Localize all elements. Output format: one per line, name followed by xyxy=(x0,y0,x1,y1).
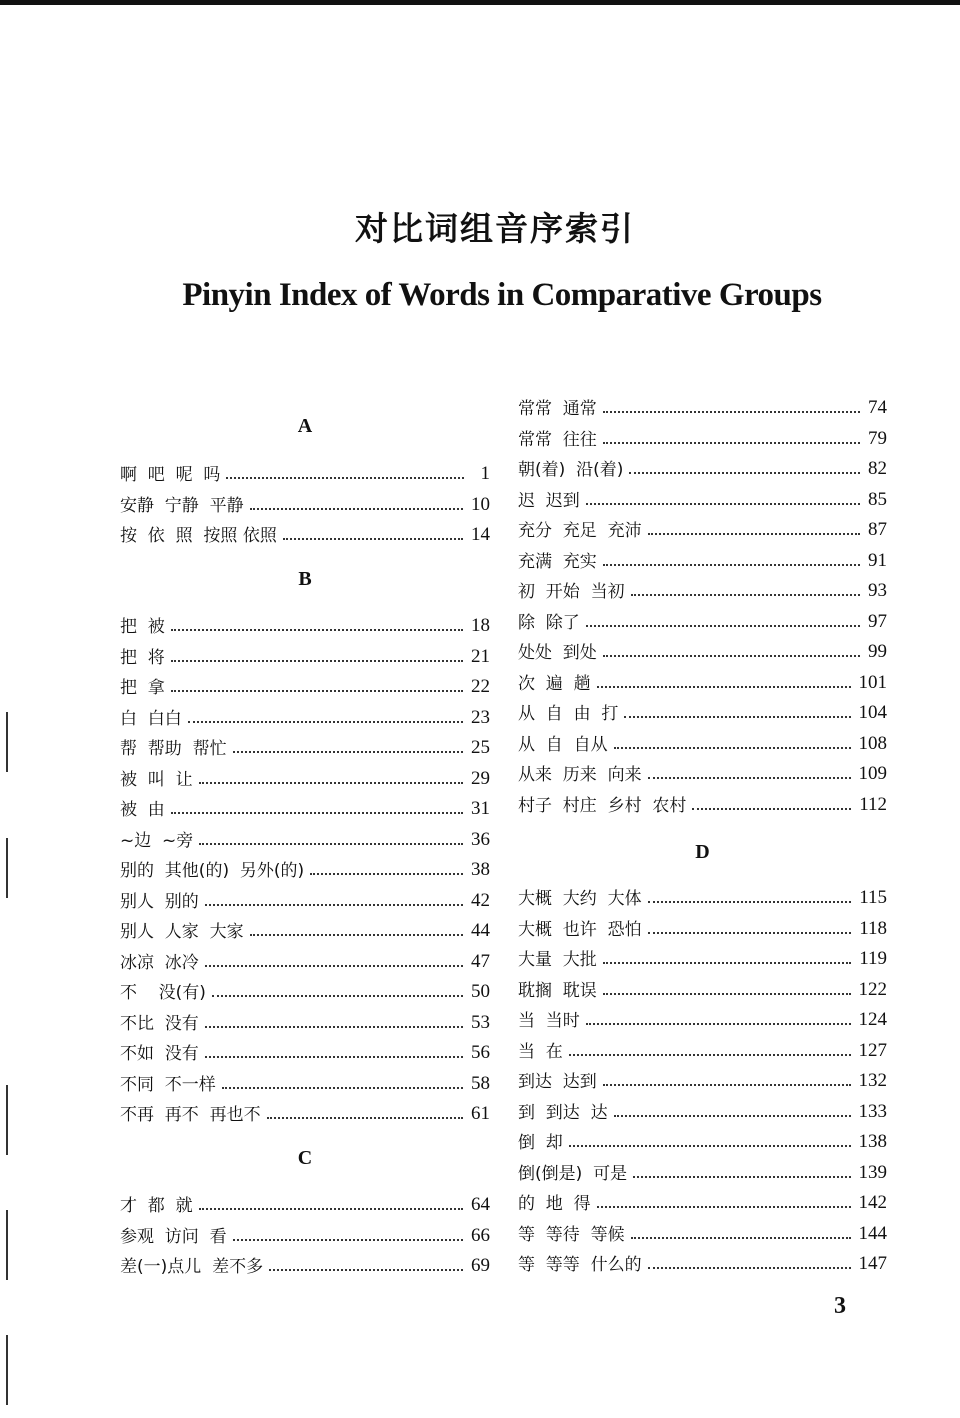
entry-term: 把 被 xyxy=(120,617,165,637)
dot-leader xyxy=(171,629,463,631)
dot-leader xyxy=(586,1023,851,1025)
entry-page: 133 xyxy=(858,1100,887,1122)
index-entry[interactable] xyxy=(518,700,887,724)
index-entry[interactable] xyxy=(518,578,887,602)
entry-term: 大概 大约 大体 xyxy=(518,889,642,909)
entry-term: 差(一)点儿 差不多 xyxy=(120,1257,264,1277)
entry-page: 104 xyxy=(858,702,887,723)
entry-page: 108 xyxy=(858,732,887,754)
dot-leader xyxy=(171,660,463,662)
entry-term: 啊 吧 呢 吗 xyxy=(120,465,221,485)
index-entry[interactable] xyxy=(518,1190,887,1214)
entry-term: 当 当时 xyxy=(518,1011,580,1031)
entry-term: 倒 却 xyxy=(518,1133,563,1153)
entry-term: 当 在 xyxy=(518,1041,563,1062)
dot-leader xyxy=(171,812,463,814)
index-entry[interactable] xyxy=(518,548,887,572)
entry-term: 不比 没有 xyxy=(120,1013,199,1034)
entry-page: 44 xyxy=(471,920,490,941)
index-entry[interactable] xyxy=(120,1223,490,1247)
dot-leader xyxy=(603,442,860,444)
entry-page: 139 xyxy=(858,1161,887,1183)
index-entry[interactable] xyxy=(518,946,887,970)
entry-term: 到达 达到 xyxy=(518,1072,597,1092)
dot-leader xyxy=(631,594,860,596)
dot-leader xyxy=(586,625,860,627)
title-chinese: 对比词组音序索引 xyxy=(355,209,635,248)
entry-page: 142 xyxy=(858,1192,887,1213)
entry-term: 次 遍 趟 xyxy=(518,673,591,694)
entry-page: 14 xyxy=(471,524,490,545)
entry-term: 初 开始 当初 xyxy=(518,582,625,602)
entry-term: 冰凉 冰冷 xyxy=(120,952,199,973)
index-entry[interactable] xyxy=(120,613,490,637)
entry-page: 1 xyxy=(480,463,490,484)
index-entry[interactable] xyxy=(518,395,887,419)
entry-term: 不再 再不 再也不 xyxy=(120,1105,261,1125)
section-letter-d: D xyxy=(695,841,710,863)
entry-page: 10 xyxy=(471,493,490,515)
entry-term: 等 等等 什么的 xyxy=(518,1255,642,1275)
entry-page: 64 xyxy=(471,1194,490,1215)
index-entry[interactable] xyxy=(518,885,887,909)
entry-page: 101 xyxy=(858,671,887,693)
entry-page: 25 xyxy=(471,737,490,758)
index-entry[interactable] xyxy=(518,609,887,633)
dot-leader xyxy=(205,1026,463,1028)
dot-leader xyxy=(603,655,860,657)
entry-page: 38 xyxy=(471,859,490,880)
dot-leader xyxy=(199,1208,463,1210)
entry-term: 安静 宁静 平静 xyxy=(120,495,244,516)
entry-page: 69 xyxy=(471,1255,490,1276)
entry-page: 36 xyxy=(471,828,490,850)
index-entry[interactable] xyxy=(518,487,887,511)
dot-leader xyxy=(648,777,851,779)
entry-term: 别人 别的 xyxy=(120,891,199,912)
index-entry[interactable] xyxy=(518,1129,887,1153)
entry-page: 66 xyxy=(471,1224,490,1246)
entry-page: 132 xyxy=(858,1070,887,1091)
entry-page: 82 xyxy=(868,458,887,479)
index-entry[interactable] xyxy=(518,1068,887,1092)
entry-term: 才 都 就 xyxy=(120,1196,193,1216)
index-entry[interactable] xyxy=(518,1221,887,1245)
entry-page: 97 xyxy=(868,610,887,632)
index-entry[interactable] xyxy=(120,1253,490,1277)
entry-term: 朝(着) 沿(着) xyxy=(518,460,624,480)
entry-term: 参观 访问 看 xyxy=(120,1226,227,1247)
index-entry[interactable] xyxy=(518,1038,887,1062)
entry-page: 138 xyxy=(858,1131,887,1152)
entry-page: 23 xyxy=(471,706,490,728)
index-entry[interactable] xyxy=(518,916,887,940)
entry-page: 99 xyxy=(868,641,887,662)
section-letter-a: A xyxy=(297,415,313,437)
dot-leader xyxy=(283,538,463,540)
entry-term: 大概 也许 恐怕 xyxy=(518,919,642,940)
entry-page: 18 xyxy=(471,615,490,636)
entry-term: 迟 迟到 xyxy=(518,490,580,511)
section-letter-c: C xyxy=(297,1147,313,1169)
dot-leader xyxy=(603,993,851,995)
dot-leader xyxy=(199,782,463,784)
index-entry[interactable] xyxy=(518,731,887,755)
dot-leader xyxy=(603,411,860,413)
entry-term: 白 白白 xyxy=(120,708,182,729)
entry-page: 124 xyxy=(858,1009,887,1030)
entry-page: 144 xyxy=(858,1222,887,1244)
index-entry[interactable] xyxy=(120,492,490,516)
entry-term: 不同 不一样 xyxy=(120,1074,216,1095)
entry-page: 85 xyxy=(868,488,887,510)
dot-leader xyxy=(171,690,463,692)
dot-leader xyxy=(188,721,463,723)
entry-page: 93 xyxy=(868,580,887,601)
entry-term: 常常 往往 xyxy=(518,429,597,450)
dot-leader xyxy=(603,1084,851,1086)
entry-page: 22 xyxy=(471,676,490,697)
entry-page: 50 xyxy=(471,981,490,1002)
index-entry[interactable] xyxy=(518,1160,887,1184)
page-number: 3 xyxy=(834,1293,846,1319)
dot-leader xyxy=(199,843,463,845)
index-entry[interactable] xyxy=(518,1007,887,1031)
entry-page: 21 xyxy=(471,645,490,667)
dot-leader xyxy=(614,1115,851,1117)
entry-term: 不 没(有) xyxy=(120,983,206,1003)
scan-artifact xyxy=(6,712,8,772)
entry-term: 从 自 自从 xyxy=(518,734,608,755)
entry-term: 被 叫 让 xyxy=(120,769,193,790)
index-entry[interactable] xyxy=(120,1192,490,1216)
entry-page: 115 xyxy=(859,887,887,908)
entry-term: 除 除了 xyxy=(518,612,580,633)
dot-leader xyxy=(205,1056,463,1058)
entry-page: 42 xyxy=(471,889,490,911)
dot-leader xyxy=(310,873,463,875)
index-entry[interactable] xyxy=(518,792,887,816)
index-entry[interactable] xyxy=(518,670,887,694)
entry-term: 别人 人家 大家 xyxy=(120,922,244,942)
dot-leader xyxy=(586,503,860,505)
entry-term: 从来 历来 向来 xyxy=(518,765,642,785)
dot-leader xyxy=(212,995,463,997)
scan-artifact xyxy=(6,838,8,898)
index-entry[interactable] xyxy=(120,1071,490,1095)
entry-term: 处处 到处 xyxy=(518,643,597,663)
dot-leader xyxy=(624,716,850,718)
dot-leader xyxy=(597,1206,851,1208)
dot-leader xyxy=(569,1145,851,1147)
index-entry[interactable] xyxy=(518,1251,887,1275)
entry-page: 56 xyxy=(471,1042,490,1063)
index-entry[interactable] xyxy=(518,1099,887,1123)
dot-leader xyxy=(205,904,463,906)
index-entry[interactable] xyxy=(120,827,490,851)
entry-term: 帮 帮助 帮忙 xyxy=(120,739,227,759)
dot-leader xyxy=(614,747,851,749)
index-entry[interactable] xyxy=(120,766,490,790)
entry-term: 被 由 xyxy=(120,800,165,820)
entry-page: 147 xyxy=(858,1253,887,1274)
dot-leader xyxy=(648,901,852,903)
dot-leader xyxy=(648,932,852,934)
index-entry[interactable] xyxy=(120,1101,490,1125)
entry-page: 31 xyxy=(471,798,490,819)
index-entry[interactable] xyxy=(120,735,490,759)
entry-term: 到 到达 达 xyxy=(518,1102,608,1123)
dot-leader xyxy=(629,472,860,474)
index-entry[interactable] xyxy=(120,918,490,942)
index-entry[interactable] xyxy=(518,517,887,541)
entry-term: 按 依 照 按照 依照 xyxy=(120,526,277,546)
entry-page: 74 xyxy=(868,397,887,418)
entry-page: 58 xyxy=(471,1072,490,1094)
dot-leader xyxy=(233,1239,463,1241)
scan-artifact xyxy=(6,1085,8,1155)
entry-term: ~边 ~旁 xyxy=(120,830,194,851)
entry-term: 的 地 得 xyxy=(518,1194,591,1214)
entry-term: 等 等待 等候 xyxy=(518,1224,625,1245)
dot-leader xyxy=(250,508,463,510)
dot-leader xyxy=(250,934,463,936)
entry-page: 53 xyxy=(471,1011,490,1033)
entry-term: 把 拿 xyxy=(120,678,165,698)
dot-leader xyxy=(603,564,860,566)
index-entry[interactable] xyxy=(120,522,490,546)
dot-leader xyxy=(648,533,860,535)
entry-term: 耽搁 耽误 xyxy=(518,980,597,1001)
index-entry[interactable] xyxy=(120,461,490,485)
dot-leader xyxy=(267,1117,463,1119)
index-entry[interactable] xyxy=(120,979,490,1003)
index-entry[interactable] xyxy=(120,796,490,820)
entry-page: 122 xyxy=(858,978,887,1000)
index-entry[interactable] xyxy=(518,426,887,450)
dot-leader xyxy=(603,962,851,964)
entry-term: 把 将 xyxy=(120,647,165,668)
index-entry[interactable] xyxy=(120,949,490,973)
index-entry[interactable] xyxy=(518,456,887,480)
entry-term: 倒(倒是) 可是 xyxy=(518,1163,628,1184)
index-entry[interactable] xyxy=(120,857,490,881)
entry-term: 村子 村庄 乡村 农村 xyxy=(518,795,687,816)
dot-leader xyxy=(226,477,464,479)
index-entry[interactable] xyxy=(120,1040,490,1064)
index-entry[interactable] xyxy=(120,888,490,912)
index-entry[interactable] xyxy=(518,761,887,785)
index-entry[interactable] xyxy=(518,977,887,1001)
title-english: Pinyin Index of Words in Comparative Groups xyxy=(182,277,822,313)
entry-page: 91 xyxy=(868,549,887,571)
dot-leader xyxy=(569,1054,851,1056)
index-entry[interactable] xyxy=(518,639,887,663)
entry-term: 常常 通常 xyxy=(518,399,597,419)
entry-term: 充满 充实 xyxy=(518,551,597,572)
entry-page: 127 xyxy=(858,1039,887,1061)
entry-page: 29 xyxy=(471,767,490,789)
entry-page: 79 xyxy=(868,427,887,449)
dot-leader xyxy=(633,1176,850,1178)
dot-leader xyxy=(631,1237,851,1239)
entry-term: 不如 没有 xyxy=(120,1044,199,1064)
entry-page: 109 xyxy=(858,763,887,784)
index-entry[interactable] xyxy=(120,705,490,729)
entry-page: 119 xyxy=(859,948,887,969)
dot-leader xyxy=(269,1269,463,1271)
entry-term: 充分 充足 充沛 xyxy=(518,521,642,541)
dot-leader xyxy=(233,751,463,753)
entry-page: 87 xyxy=(868,519,887,540)
dot-leader xyxy=(597,686,851,688)
index-entry[interactable] xyxy=(120,1010,490,1034)
scan-artifact xyxy=(6,1210,8,1280)
dot-leader xyxy=(648,1267,851,1269)
entry-page: 112 xyxy=(859,793,887,815)
dot-leader xyxy=(692,808,851,810)
entry-term: 别的 其他(的) 另外(的) xyxy=(120,861,305,881)
scan-artifact xyxy=(6,1335,8,1405)
entry-page: 118 xyxy=(859,917,887,939)
index-entry[interactable] xyxy=(120,644,490,668)
index-entry[interactable] xyxy=(120,674,490,698)
entry-term: 大量 大批 xyxy=(518,950,597,970)
scan-top-edge xyxy=(0,0,960,5)
dot-leader xyxy=(205,965,463,967)
dot-leader xyxy=(222,1087,463,1089)
entry-page: 47 xyxy=(471,950,490,972)
section-letter-b: B xyxy=(298,568,312,590)
entry-page: 61 xyxy=(471,1103,490,1124)
entry-term: 从 自 由 打 xyxy=(518,704,619,724)
